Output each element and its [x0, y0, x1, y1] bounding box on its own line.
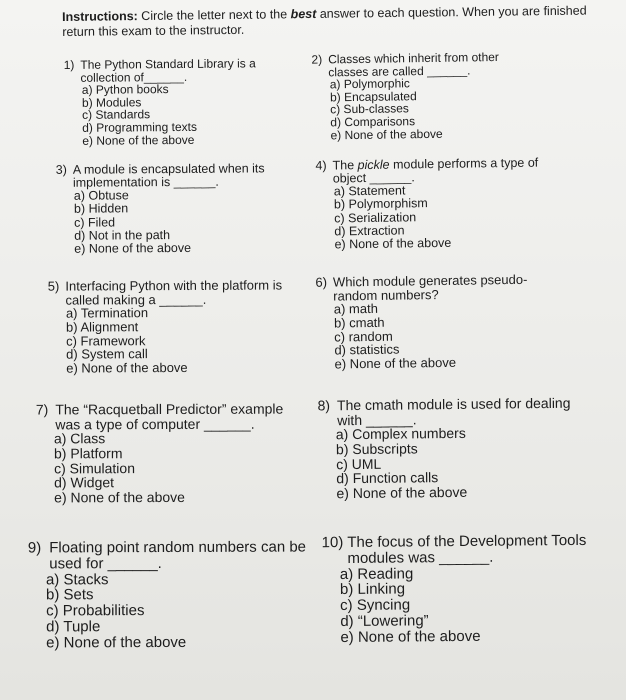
option-e[interactable]: e) None of the above — [82, 132, 195, 148]
option-c[interactable]: c) Framework — [66, 332, 146, 349]
question-number: 6) — [315, 274, 328, 290]
option-a[interactable]: a) Reading — [339, 564, 414, 583]
option-d[interactable]: d) Widget — [54, 474, 115, 491]
question-text: Interfacing Python with the platform is called making a ______. — [65, 277, 283, 308]
option-b[interactable]: b) Subscripts — [335, 440, 418, 458]
option-a[interactable]: a) Polymorphic — [329, 76, 410, 92]
instructions-emphasis: best — [290, 6, 317, 22]
question-7 — [36, 402, 301, 506]
instructions-text-a: Circle the letter next to the — [137, 7, 291, 24]
question-text: The cmath module is used for dealing with ______. — [336, 394, 571, 428]
question-text: The focus of the Development Tools modules was ______. — [347, 531, 587, 567]
option-d[interactable]: d) Function calls — [336, 469, 439, 487]
option-c[interactable]: c) Filed — [74, 214, 116, 230]
question-text-a: The — [332, 158, 358, 173]
option-e[interactable]: e) None of the above — [66, 359, 188, 376]
question-number: 3) — [55, 162, 67, 177]
instructions-text-b: answer to each question. When you are finished return this exam to the instructor. — [62, 3, 587, 39]
question-text-b: module performs a type of object ______. — [332, 155, 539, 186]
option-a[interactable]: a) Statement — [333, 183, 406, 199]
option-c[interactable]: c) Standards — [82, 107, 151, 123]
question-number: 1) — [63, 57, 75, 72]
option-e[interactable]: e) None of the above — [334, 235, 452, 252]
option-d[interactable]: d) System call — [66, 346, 148, 362]
option-e[interactable]: e) None of the above — [334, 354, 457, 372]
option-b[interactable]: b) cmath — [333, 314, 385, 331]
option-d[interactable]: d) Extraction — [334, 223, 405, 239]
option-a[interactable]: a) math — [333, 301, 378, 317]
question-text: The “Racquetball Predictor” example was a type of computer ______. — [55, 400, 284, 433]
question-number: 7) — [35, 401, 49, 418]
option-d[interactable]: d) Comparisons — [330, 114, 416, 130]
option-b[interactable]: b) Polymorphism — [333, 196, 428, 212]
question-text: Classes which inherit from other classes are called ______. — [328, 49, 499, 79]
instructions — [62, 4, 592, 40]
option-b[interactable]: b) Linking — [339, 580, 406, 599]
option-e[interactable]: e) None of the above — [330, 126, 443, 142]
question-number: 5) — [47, 278, 60, 294]
option-d[interactable]: d) statistics — [334, 341, 400, 358]
option-c[interactable]: c) UML — [336, 455, 382, 472]
question-9 — [28, 540, 308, 651]
instructions-label: Instructions: — [62, 9, 138, 24]
option-b[interactable]: b) Modules — [81, 95, 142, 110]
option-c[interactable]: c) Sub-classes — [330, 101, 409, 117]
option-c[interactable]: c) random — [334, 328, 393, 345]
option-d[interactable]: d) Programming texts — [82, 119, 197, 135]
option-e[interactable]: e) None of the above — [54, 489, 185, 506]
question-text: Which module generates pseudo-random numbers? — [332, 271, 528, 304]
question-text: The Python Standard Library is a collection of______. — [80, 56, 256, 85]
option-d[interactable]: d) “Lowering” — [340, 612, 429, 630]
option-a[interactable]: a) Stacks — [45, 570, 109, 588]
question-3 — [56, 162, 297, 256]
option-e[interactable]: e) None of the above — [336, 483, 468, 502]
question-10 — [322, 533, 598, 646]
option-b[interactable]: b) Sets — [45, 586, 94, 604]
question-number: 9) — [27, 539, 42, 557]
option-a[interactable]: a) Class — [53, 430, 106, 447]
option-c[interactable]: c) Syncing — [340, 596, 411, 615]
option-b[interactable]: b) Encapsulated — [329, 88, 417, 105]
option-a[interactable]: a) Complex numbers — [335, 425, 466, 443]
option-c[interactable]: c) Probabilities — [46, 602, 145, 620]
option-d[interactable]: d) Tuple — [46, 617, 101, 636]
option-b[interactable]: b) Hidden — [73, 201, 129, 217]
option-b[interactable]: b) Alignment — [65, 319, 139, 335]
option-e[interactable]: e) None of the above — [340, 627, 481, 646]
option-b[interactable]: b) Platform — [53, 445, 123, 462]
question-4 — [315, 156, 556, 251]
question-number: 4) — [315, 158, 327, 173]
question-5 — [48, 278, 303, 375]
option-c[interactable]: c) Simulation — [54, 459, 136, 477]
option-a[interactable]: a) Obtuse — [73, 188, 129, 203]
question-text-emphasis: pickle — [357, 157, 390, 173]
option-d[interactable]: d) Not in the path — [74, 227, 171, 243]
question-number: 8) — [317, 397, 331, 414]
question-2 — [311, 50, 542, 141]
option-a[interactable]: a) Python books — [81, 82, 169, 98]
question-number: 2) — [311, 52, 323, 67]
option-a[interactable]: a) Termination — [65, 305, 149, 321]
question-8 — [317, 396, 588, 502]
option-e[interactable]: e) None of the above — [46, 633, 187, 651]
question-text: A module is encapsulated when its implementation is ______. — [72, 161, 265, 190]
option-e[interactable]: e) None of the above — [74, 240, 192, 256]
question-6 — [315, 272, 566, 371]
question-number: 10) — [321, 534, 344, 552]
question-1 — [64, 57, 290, 147]
question-text: Floating point random numbers can be used for ______. — [49, 538, 307, 573]
option-c[interactable]: c) Serialization — [334, 209, 417, 225]
